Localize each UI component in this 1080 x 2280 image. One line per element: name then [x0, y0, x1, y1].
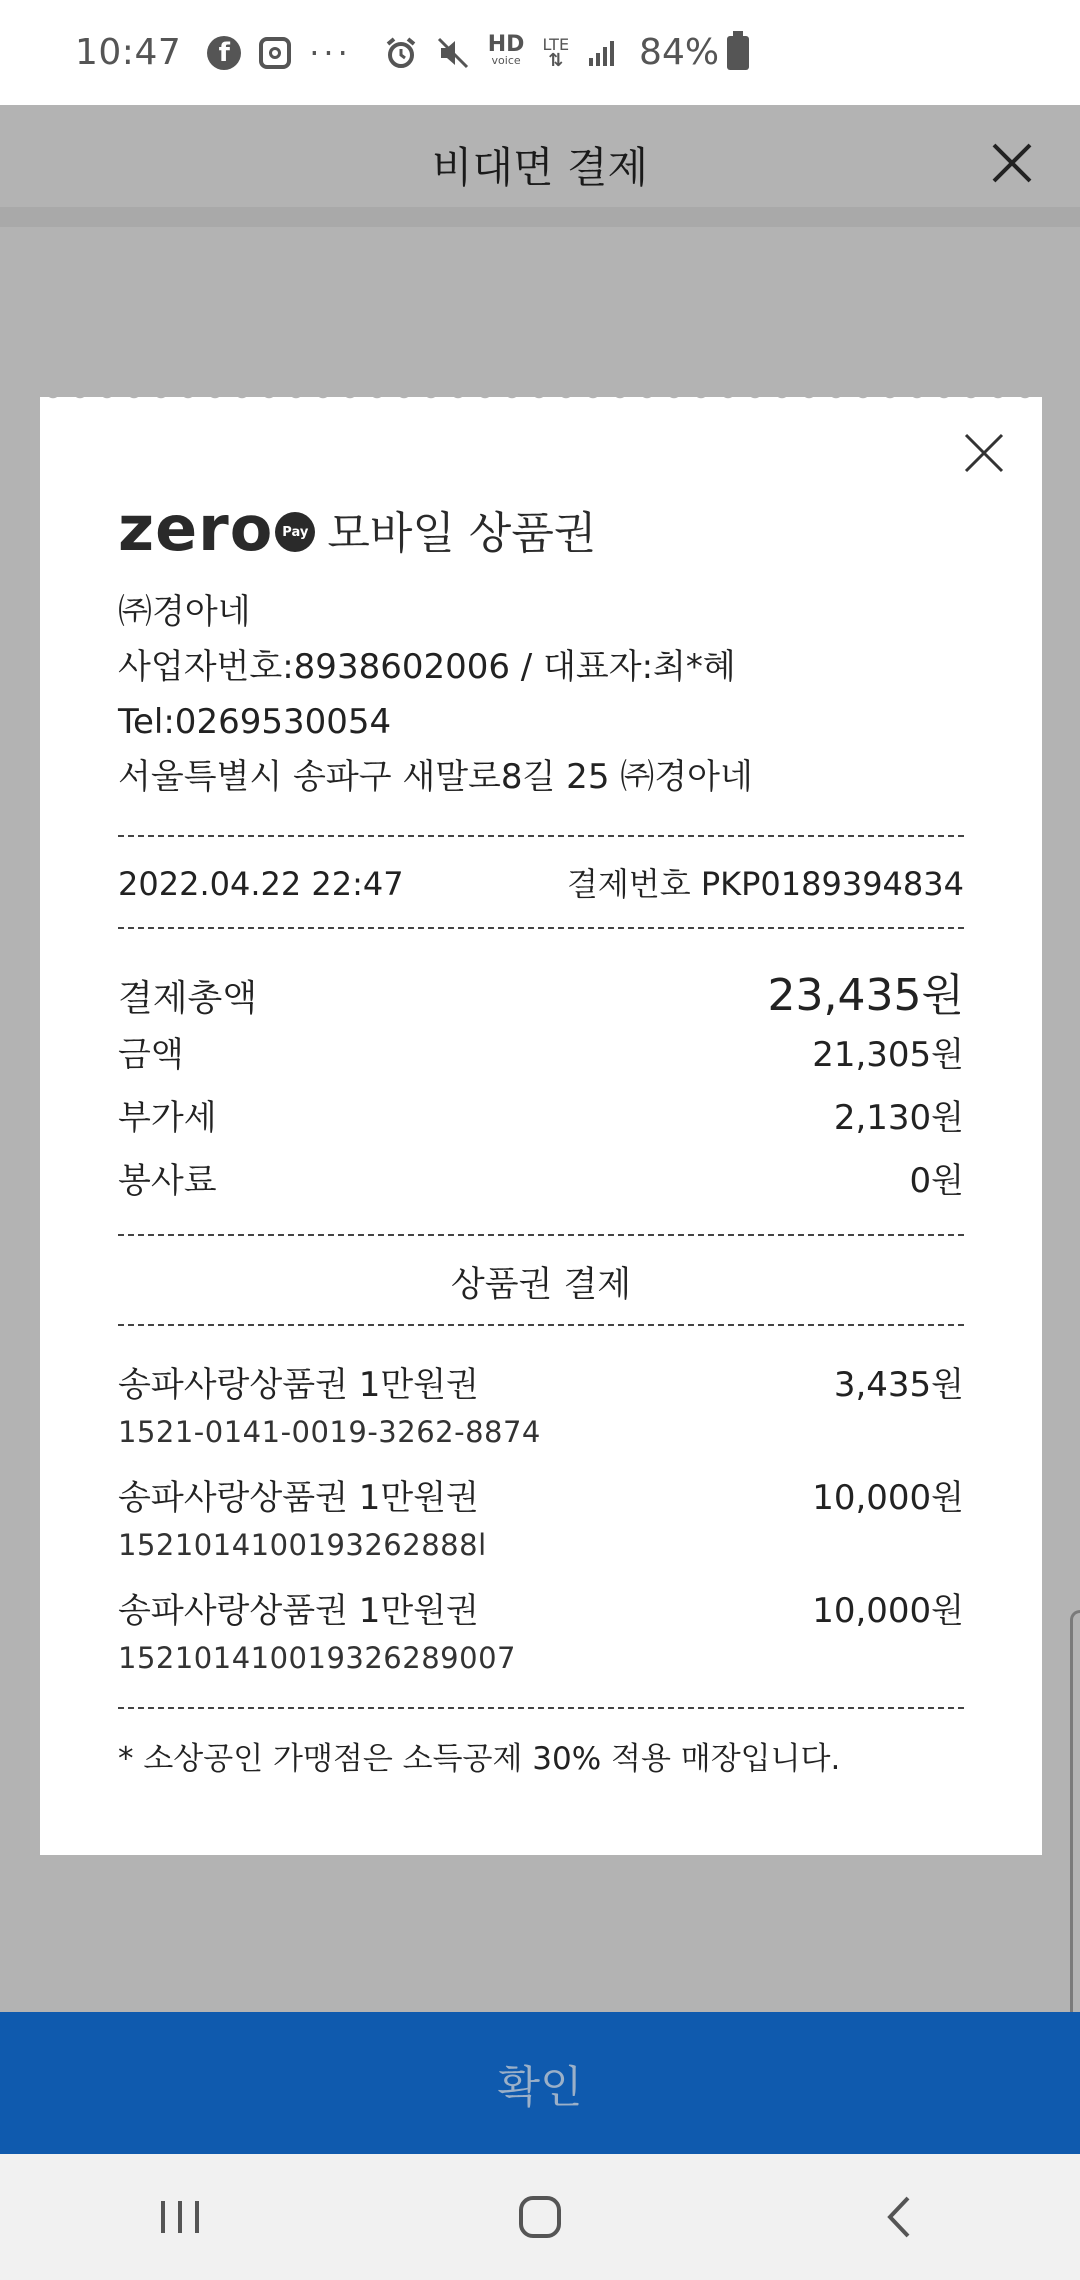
close-receipt-button[interactable]	[962, 431, 1006, 475]
voucher-code: 152101410019326289007	[118, 1641, 516, 1675]
merchant-address: 서울특별시 송파구 새말로8길 25 ㈜경아네	[118, 757, 753, 797]
amount-label: 금액	[118, 1035, 184, 1075]
payment-number: 결제번호 PKP0189394834	[567, 865, 964, 903]
close-icon	[962, 431, 1006, 475]
voucher-name: 송파사랑상품권 1만원권	[118, 1365, 479, 1405]
alarm-icon	[384, 36, 418, 70]
back-button[interactable]	[840, 2177, 960, 2257]
back-icon	[880, 2192, 920, 2242]
hd-voice-icon: HD voice	[487, 31, 525, 67]
voucher-name: 송파사랑상품권 1만원권	[118, 1478, 479, 1518]
divider	[118, 927, 964, 929]
more-notifications-icon: ···	[309, 33, 352, 72]
section-title: 상품권 결제	[450, 1265, 632, 1305]
voucher-code: 1521014100193262888l	[118, 1528, 487, 1562]
voucher-row	[118, 1470, 964, 1519]
close-icon	[984, 135, 1040, 191]
brand-title: 모바일 상품권	[327, 508, 597, 559]
vat-value: 2,130원	[833, 1098, 964, 1138]
confirm-button[interactable]: 확인	[0, 2012, 1080, 2154]
total-value: 23,435원	[767, 970, 964, 1021]
voucher-name: 송파사랑상품권 1만원권	[118, 1591, 479, 1631]
merchant-tel: Tel:0269530054	[118, 702, 392, 742]
home-icon	[515, 2192, 565, 2242]
receipt-edge	[40, 391, 1042, 403]
merchant-info	[118, 585, 753, 805]
service-fee-value: 0원	[909, 1161, 964, 1201]
vat-label: 부가세	[118, 1098, 217, 1138]
pay-badge: Pay	[275, 512, 315, 552]
voucher-amount: 3,435원	[833, 1365, 964, 1405]
merchant-name: ㈜경아네	[118, 592, 251, 632]
signal-icon	[587, 38, 617, 68]
app-header	[0, 105, 1080, 227]
amount-row	[118, 1027, 964, 1076]
tax-deduction-note: * 소상공인 가맹점은 소득공제 30% 적용 매장입니다.	[118, 1741, 841, 1777]
divider	[118, 1234, 964, 1236]
total-row	[118, 959, 964, 1023]
total-label: 결제총액	[118, 978, 258, 1019]
battery-icon	[727, 36, 749, 70]
voucher-amount: 10,000원	[812, 1591, 964, 1631]
voucher-code: 1521-0141-0019-3262-8874	[118, 1415, 541, 1449]
service-fee-label: 봉사료	[118, 1161, 217, 1201]
voucher-row	[118, 1357, 964, 1406]
recent-apps-icon	[155, 2197, 205, 2237]
business-info: 사업자번호:8938602006 / 대표자:최*혜	[118, 647, 736, 687]
close-page-button[interactable]	[984, 135, 1040, 191]
navigation-bar	[0, 2154, 1080, 2280]
facebook-icon: f	[207, 36, 241, 70]
divider	[118, 1707, 964, 1709]
voucher-amount: 10,000원	[812, 1478, 964, 1518]
zeropay-logo	[118, 492, 597, 565]
home-button[interactable]	[480, 2177, 600, 2257]
mute-icon	[436, 36, 470, 70]
divider	[118, 835, 964, 837]
service-fee-row	[118, 1153, 964, 1202]
divider	[118, 1324, 964, 1326]
battery-level: 84%	[639, 32, 720, 73]
instagram-icon	[259, 37, 291, 69]
status-time: 10:47	[75, 32, 182, 73]
brand-logo-text: zero	[118, 492, 274, 565]
amount-value: 21,305원	[812, 1035, 964, 1075]
scrollbar[interactable]	[1070, 1610, 1080, 2040]
recent-apps-button[interactable]	[120, 2177, 240, 2257]
receipt-card	[40, 397, 1042, 1855]
vat-row	[118, 1090, 964, 1139]
status-bar	[0, 0, 1080, 105]
transaction-row	[118, 859, 964, 905]
lte-icon: LTE ⇅	[542, 34, 570, 71]
page-title: 비대면 결제	[431, 143, 649, 192]
transaction-datetime: 2022.04.22 22:47	[118, 865, 404, 903]
voucher-row	[118, 1583, 964, 1632]
